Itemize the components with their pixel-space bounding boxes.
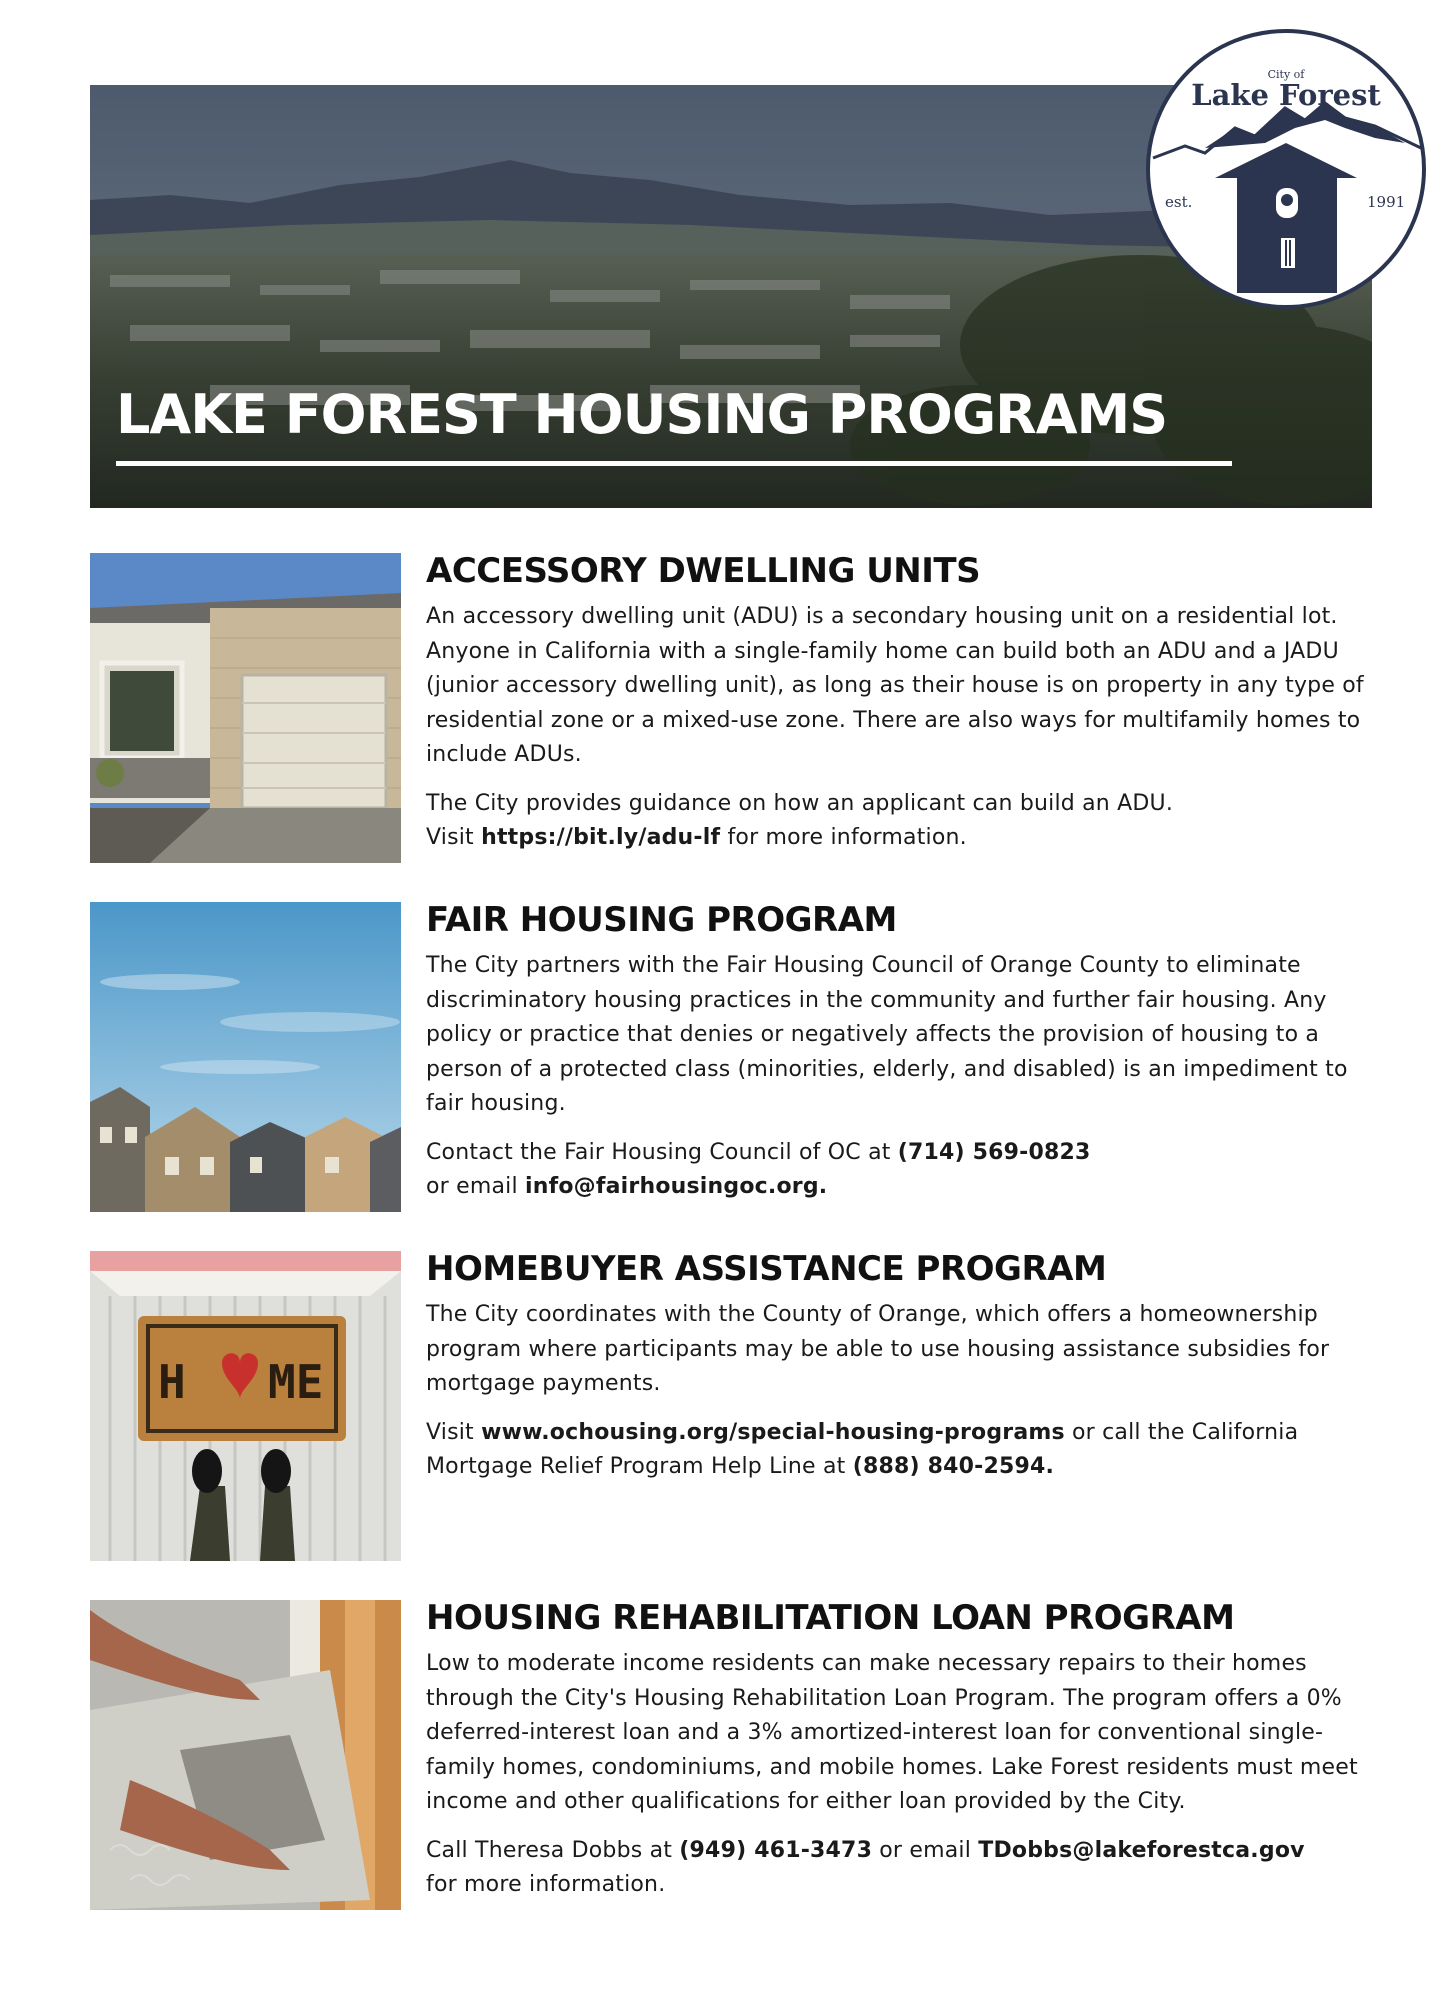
homebuyer-content [426, 1251, 1376, 1485]
section-body: The City partners with the Fair Housing Council of Orange County to eliminate discriminatory housing practices in the community and further fair housing. Any policy or practice that denies or negatively affects the provision of housing to a person of a protected class (minorities, elderly, and disabled) is an impediment to fair housing. [426, 953, 1348, 1117]
contact-text: Contact the Fair Housing Council of OC at [426, 1139, 898, 1165]
contact-text: for more information. [720, 825, 967, 851]
section-heading: ACCESSORY DWELLING UNITS [426, 551, 981, 591]
contact-text: or email [872, 1837, 979, 1863]
section-contact [426, 1416, 1376, 1485]
contact-text: or call the California Mortgage Relief Program Help Line at [426, 1419, 1299, 1480]
doormat-letter-h: H [158, 1355, 186, 1409]
rehab-loan-email[interactable]: TDobbs@lakeforestca.gov [978, 1837, 1305, 1863]
seal-city-name: Lake Forest [1191, 78, 1381, 112]
doormat-letters-me: ME [268, 1355, 324, 1409]
homebuyer-link[interactable]: www.ochousing.org/special-housing-programs [481, 1419, 1065, 1445]
fair-housing-email[interactable]: info@fairhousingoc.org. [524, 1174, 828, 1200]
section-contact [426, 787, 1376, 856]
contact-text: Visit [426, 1419, 482, 1445]
rehab-loan-phone[interactable]: (949) 461-3473 [679, 1837, 873, 1863]
fair-housing-neighborhood-photo [90, 902, 401, 1212]
adu-content [426, 553, 1376, 856]
contact-text: or email [426, 1174, 525, 1200]
seal-city-of: City of [1267, 68, 1305, 81]
adu-link[interactable]: https://bit.ly/adu-lf [481, 825, 721, 851]
section-contact [426, 1136, 1376, 1205]
contact-text: for more information. [426, 1872, 666, 1898]
contact-text: Visit [426, 825, 482, 851]
adu-house-photo [90, 553, 401, 863]
rehab-loan-content [426, 1600, 1376, 1903]
page-title: LAKE FOREST HOUSING PROGRAMS [116, 383, 1168, 446]
section-body: An accessory dwelling unit (ADU) is a secondary housing unit on a residential lot. Anyone in California with a single-family home can build both an ADU and a JADU (junior accessory dwelling unit), as long as their house is on property in any type of residential zone or a mixed-use zone. There are also ways for multifamily homes to include ADUs. [426, 604, 1364, 768]
homebuyer-phone[interactable]: (888) 840-2594. [852, 1454, 1055, 1480]
seal-est-label: est. [1165, 193, 1193, 211]
section-heading: HOMEBUYER ASSISTANCE PROGRAM [426, 1249, 1107, 1289]
seal-year: 1991 [1367, 193, 1406, 211]
city-seal-logo [1145, 28, 1427, 310]
home-doormat-photo [90, 1251, 401, 1561]
fair-housing-phone[interactable]: (714) 569-0823 [897, 1139, 1091, 1165]
title-underline [116, 461, 1232, 466]
section-body: The City coordinates with the County of Orange, which offers a homeownership program where participants may be able to use housing assistance subsidies for mortgage payments. [426, 1302, 1330, 1397]
section-body: Low to moderate income residents can make necessary repairs to their homes through the City's Housing Rehabilitation Loan Program. The program offers a 0% deferred-interest loan and a 3% amortized-interest loan for conventional single-family homes, condominiums, and mobile homes. Lake Forest residents must meet income and other qualifications for either loan provided by the City. [426, 1651, 1358, 1815]
section-heading: HOUSING REHABILITATION LOAN PROGRAM [426, 1598, 1235, 1638]
fair-housing-content [426, 902, 1376, 1205]
section-heading: FAIR HOUSING PROGRAM [426, 900, 897, 940]
contact-text: The City provides guidance on how an applicant can build an ADU. [426, 790, 1174, 816]
contact-text: Call Theresa Dobbs at [426, 1837, 680, 1863]
section-contact [426, 1834, 1376, 1903]
tile-repair-photo [90, 1600, 401, 1910]
